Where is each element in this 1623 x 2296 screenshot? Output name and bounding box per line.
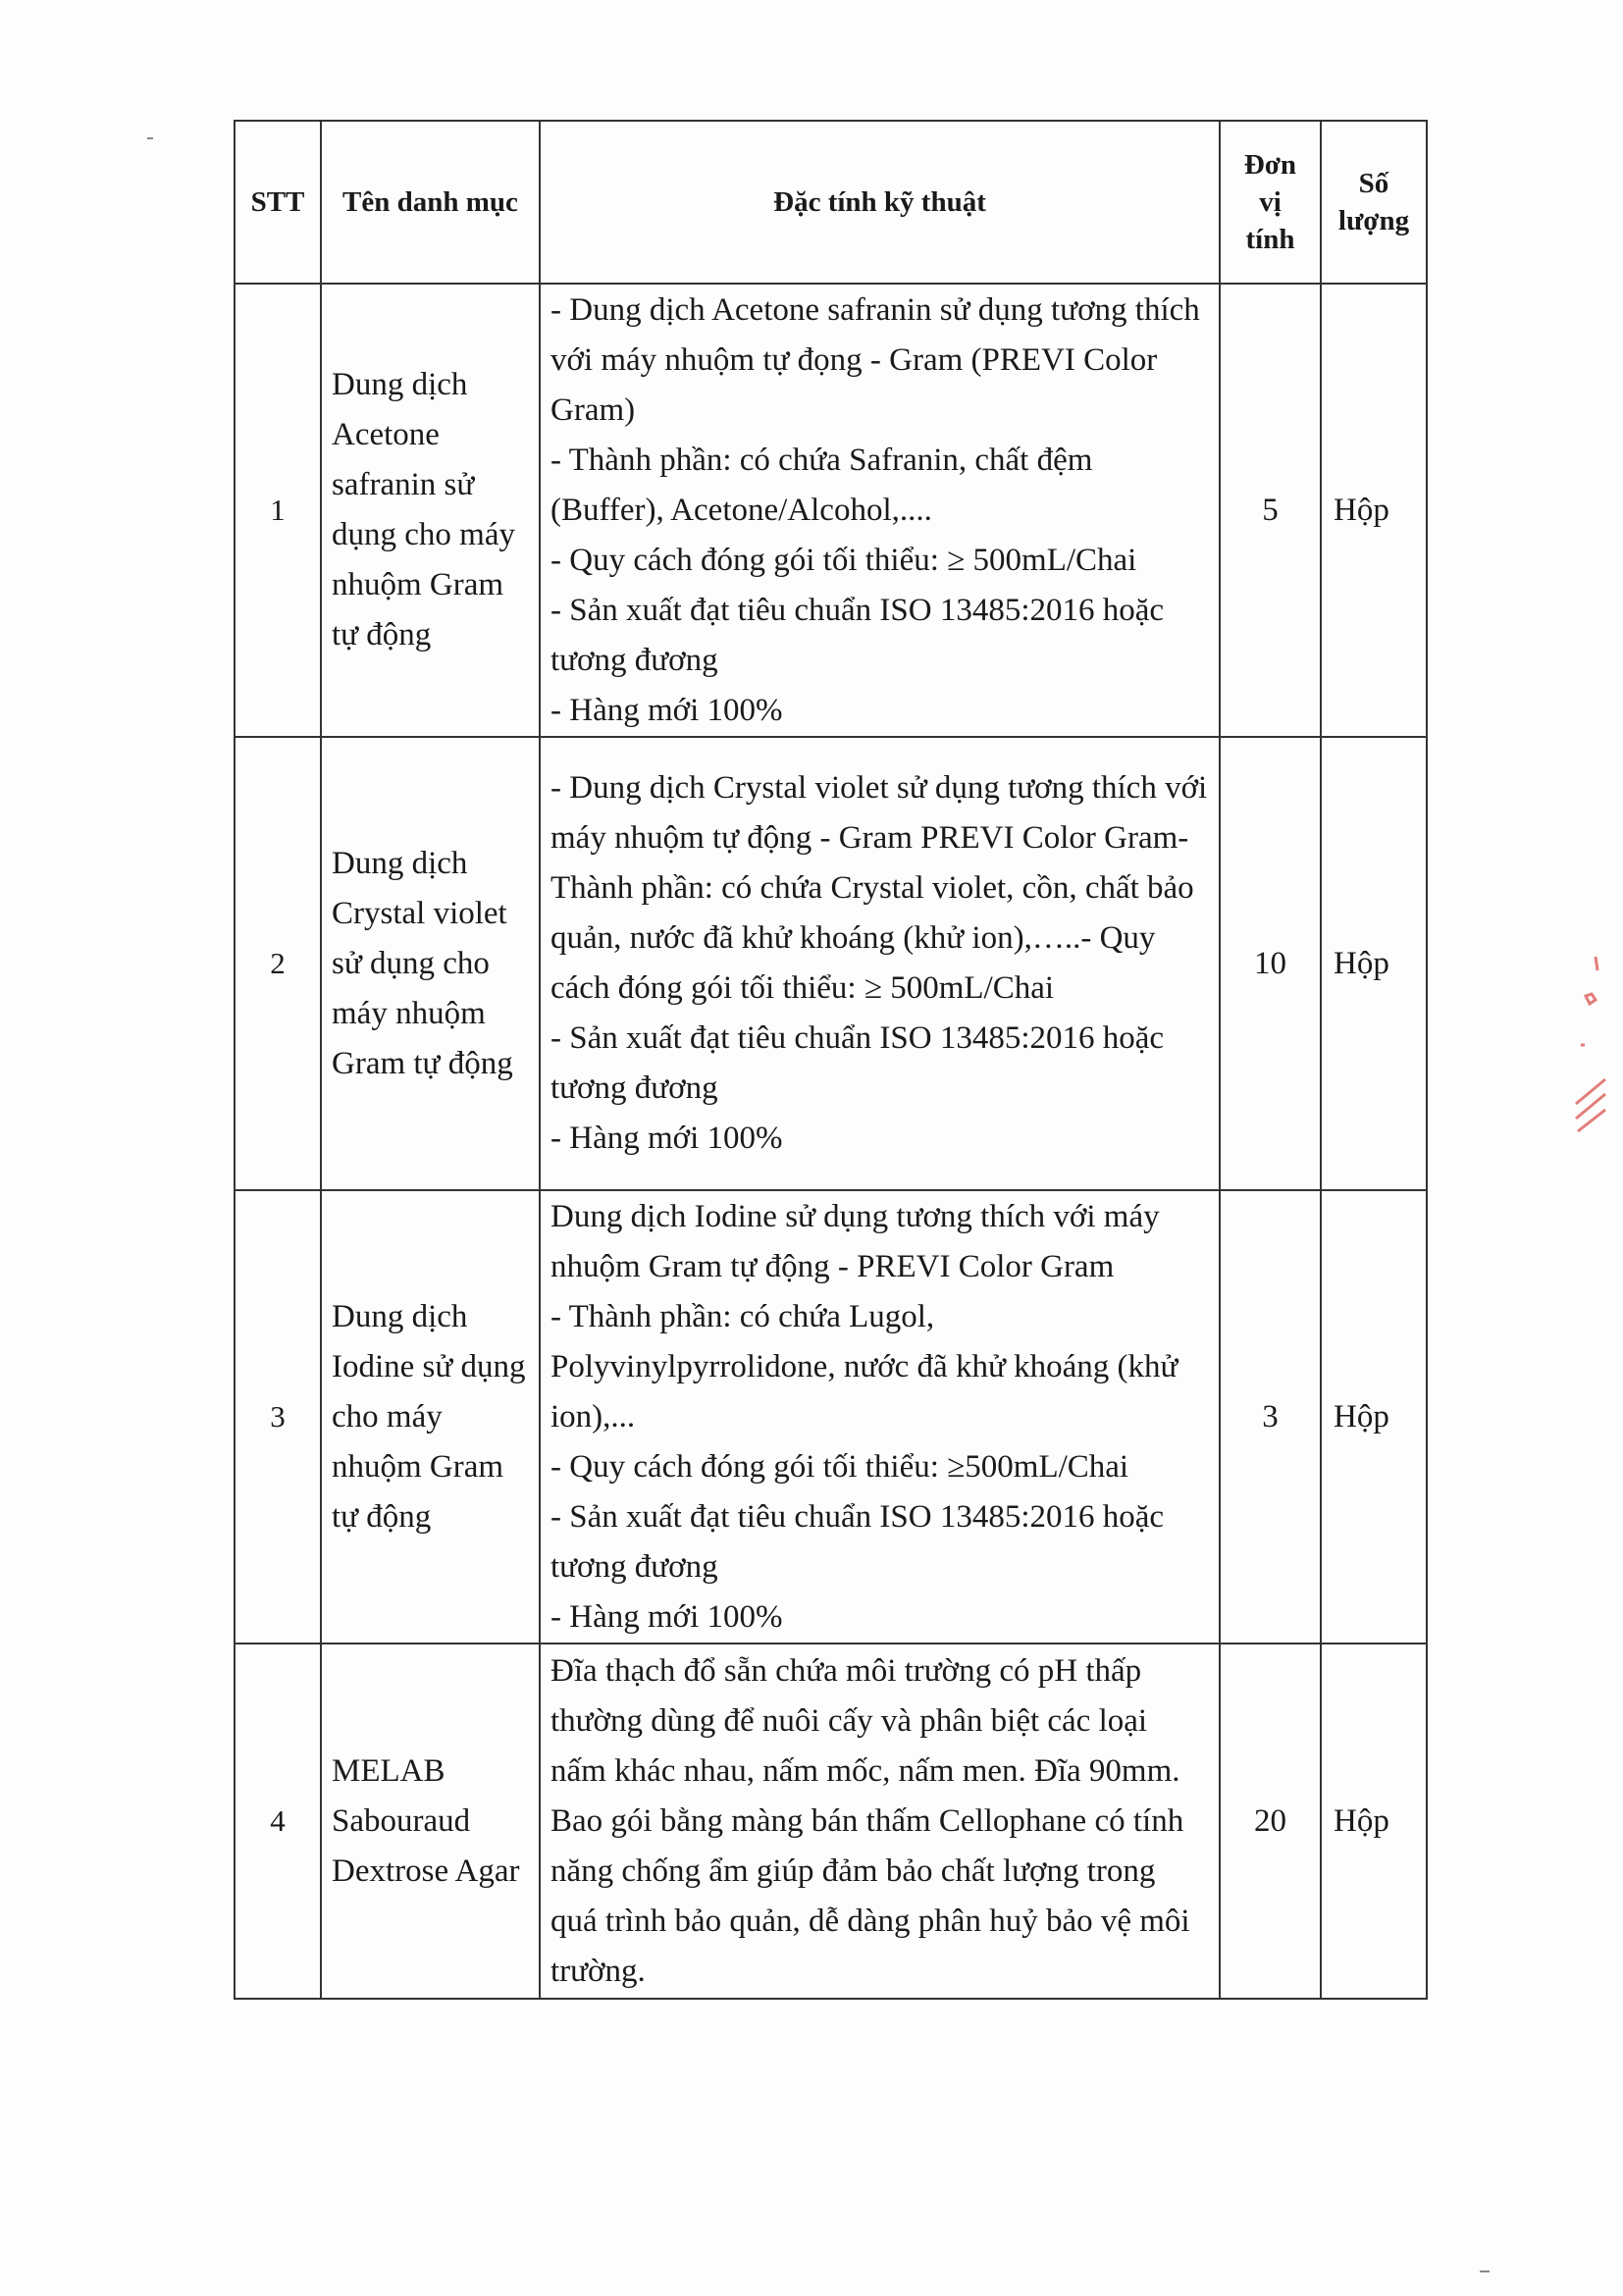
scan-speck	[147, 137, 153, 139]
row-qty: Hộp	[1321, 284, 1427, 737]
row-stt: 3	[235, 1190, 321, 1644]
row-stt: 4	[235, 1644, 321, 1999]
row-name: Dung dịch Iodine sử dụng cho máy nhuộm Gram tự động	[321, 1190, 540, 1644]
row-qty: Hộp	[1321, 1190, 1427, 1644]
table-row	[235, 1190, 1427, 1644]
row-spec	[540, 284, 1220, 737]
spec-line: - Thành phần: có chứa Lugol, Polyvinylpyrrolidone, nước đã khử khoáng (khử ion),...	[550, 1298, 1178, 1435]
spec-line: - Hàng mới 100%	[550, 1121, 783, 1156]
spec-line: - Dung dịch Acetone safranin sử dụng tương thích với máy nhuộm tự đọng - Gram (PREVI Color Gram)	[550, 291, 1200, 428]
spec-line: - Dung dịch Crystal violet sử dụng tương thích với máy nhuộm tự động - Gram PREVI Color Gram- Thành phần: có chứa Crystal violet, cồn, chất bảo quản, nước đã khử khoáng (khử ion),…..- Quy cách đóng gói tối thiểu: ≥ 500mL/Chai	[550, 770, 1208, 1006]
row-name: Dung dịch Acetone safranin sử dụng cho máy nhuộm Gram tự động	[321, 284, 540, 737]
header-spec: Đặc tính kỹ thuật	[540, 121, 1220, 284]
scan-speck	[1480, 2270, 1490, 2272]
table-row	[235, 284, 1427, 737]
row-name: MELAB Sabouraud Dextrose Agar	[321, 1644, 540, 1999]
spec-line: - Hàng mới 100%	[550, 1598, 783, 1635]
table-header-row	[235, 121, 1427, 284]
row-unit: 5	[1220, 284, 1321, 737]
stamp-fragment	[1556, 937, 1615, 1143]
row-spec	[540, 1190, 1220, 1644]
table-row	[235, 737, 1427, 1190]
header-name: Tên danh mục	[321, 121, 540, 284]
row-spec	[540, 1644, 1220, 1999]
row-name: Dung dịch Crystal violet sử dụng cho máy nhuộm Gram tự động	[321, 737, 540, 1190]
spec-line: - Sản xuất đạt tiêu chuẩn ISO 13485:2016 hoặc tương đương	[550, 592, 1165, 678]
spec-line: - Sản xuất đạt tiêu chuẩn ISO 13485:2016 hoặc tương đương	[550, 1498, 1165, 1585]
spec-line: - Hàng mới 100%	[550, 692, 783, 728]
header-unit: Đơn vị tính	[1220, 121, 1321, 284]
row-qty: Hộp	[1321, 1644, 1427, 1999]
header-qty: Số lượng	[1321, 121, 1427, 284]
spec-line: - Thành phần: có chứa Safranin, chất đệm (Buffer), Acetone/Alcohol,....	[550, 442, 1093, 528]
table-row	[235, 1644, 1427, 1999]
row-unit: 20	[1220, 1644, 1321, 1999]
row-unit: 10	[1220, 737, 1321, 1190]
header-stt: STT	[235, 121, 321, 284]
spec-line: - Quy cách đóng gói tối thiểu: ≥500mL/Chai	[550, 1448, 1129, 1485]
spec-line: - Quy cách đóng gói tối thiểu: ≥ 500mL/Chai	[550, 542, 1137, 578]
spec-line: - Sản xuất đạt tiêu chuẩn ISO 13485:2016 hoặc tương đương	[550, 1020, 1165, 1106]
specification-table	[234, 120, 1428, 2000]
row-qty: Hộp	[1321, 737, 1427, 1190]
row-stt: 1	[235, 284, 321, 737]
spec-line: Dung dịch Iodine sử dụng tương thích với máy nhuộm Gram tự động - PREVI Color Gram	[550, 1198, 1160, 1284]
row-spec	[540, 737, 1220, 1190]
spec-line: Đĩa thạch đổ sẵn chứa môi trường có pH thấp thường dùng để nuôi cấy và phân biệt các loại nấm khác nhau, nấm mốc, nấm men. Đĩa 90mm. Bao gói bằng màng bán thấm Cellophane có tính năng chống ẩm giúp đảm bảo chất lượng trong quá trình bảo quản, dễ dàng phân huỷ bảo vệ môi trường.	[550, 1652, 1190, 1989]
row-stt: 2	[235, 737, 321, 1190]
row-unit: 3	[1220, 1190, 1321, 1644]
